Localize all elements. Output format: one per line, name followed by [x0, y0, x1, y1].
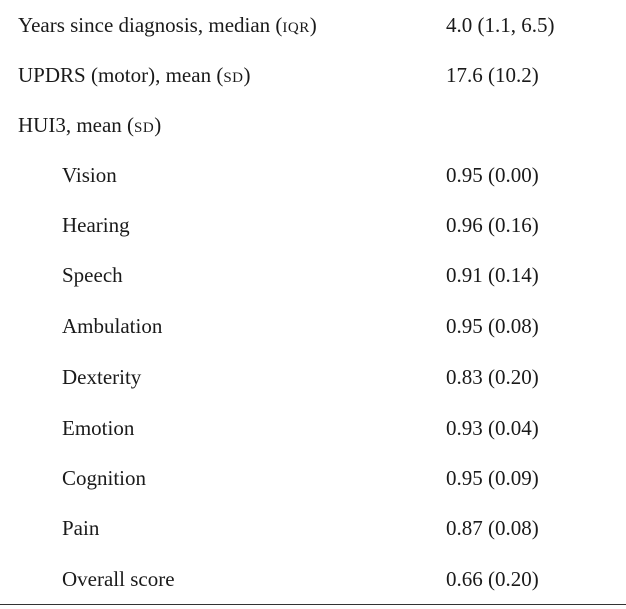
- row-label: Pain: [62, 516, 100, 540]
- row-label: Hearing: [62, 213, 130, 237]
- row-value: 0.83 (0.20): [446, 365, 539, 389]
- row-value: 0.66 (0.20): [446, 567, 539, 591]
- row-value: 0.96 (0.16): [446, 213, 539, 237]
- row-value: 0.93 (0.04): [446, 416, 539, 440]
- table-row-emotion: [0, 403, 626, 453]
- row-label: Vision: [62, 163, 117, 187]
- table-row-hearing: [0, 200, 626, 250]
- table-row-hui3-header: [0, 100, 626, 150]
- row-label: Overall score: [62, 567, 175, 591]
- table-row-pain: [0, 503, 626, 553]
- row-value: 0.95 (0.09): [446, 466, 539, 490]
- table-row-dexterity: [0, 352, 626, 402]
- row-value: 4.0 (1.1, 6.5): [446, 13, 555, 37]
- row-label: Dexterity: [62, 365, 142, 389]
- row-label: Emotion: [62, 416, 135, 440]
- row-value: 17.6 (10.2): [446, 63, 539, 87]
- row-label: Speech: [62, 263, 123, 287]
- row-value: 0.95 (0.08): [446, 314, 539, 338]
- table-row-cognition: [0, 453, 626, 503]
- row-value: 0.91 (0.14): [446, 263, 539, 287]
- table-row-speech: [0, 250, 626, 300]
- table-bottom-rule: [0, 604, 626, 605]
- row-label: Ambulation: [62, 314, 163, 338]
- table-row-overall-score: [0, 554, 626, 604]
- row-value: 0.95 (0.00): [446, 163, 539, 187]
- table-row-updrs-motor: [0, 50, 626, 100]
- table-row-vision: [0, 150, 626, 200]
- row-label: Cognition: [62, 466, 147, 490]
- row-label: HUI3, mean (SD): [18, 113, 162, 137]
- table-row-years-since-diagnosis: [0, 0, 626, 50]
- row-label: UPDRS (motor), mean (SD): [18, 63, 251, 87]
- row-value: 0.87 (0.08): [446, 516, 539, 540]
- table-row-ambulation: [0, 301, 626, 351]
- row-label: Years since diagnosis, median (IQR): [18, 13, 317, 37]
